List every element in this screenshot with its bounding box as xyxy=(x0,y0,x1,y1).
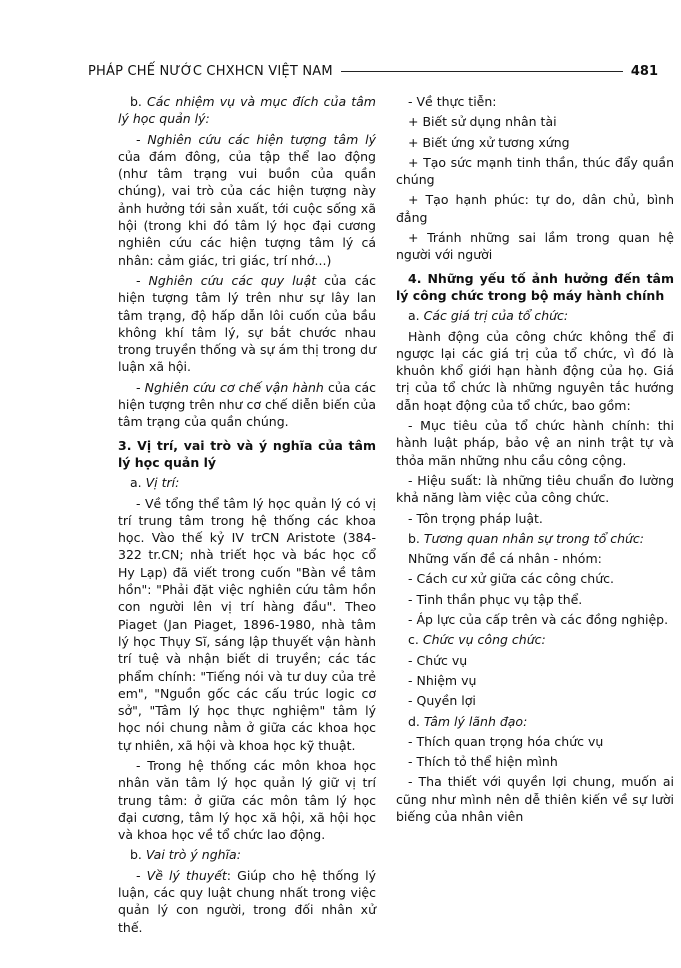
paragraph: Những vấn đề cá nhân - nhóm: xyxy=(408,551,602,567)
paragraph: - Nghiên cứu cơ chế vận hành của các hiện tượng trên như cơ chế diễn biến của tâm trạng của quần chúng. xyxy=(118,379,377,430)
list-item: - Cách cư xử giữa các công chức. xyxy=(408,571,614,587)
list-item: - Quyền lợi xyxy=(408,693,476,709)
subheading-a: a. Các giá trị của tổ chức: xyxy=(408,308,569,324)
subheading-b: b. Vai trò ý nghĩa: xyxy=(130,847,241,863)
list-item: + Tạo sức mạnh tinh thần, thúc đẩy quần chúng xyxy=(396,154,674,188)
running-title: PHÁP CHẾ NƯỚC CHXHCN VIỆT NAM xyxy=(88,63,333,79)
list-item: + Tránh những sai lầm trong quan hệ người với người xyxy=(396,230,674,263)
list-item: - Nhiệm vụ xyxy=(408,672,477,688)
paragraph: - Về lý thuyết: Giúp cho hệ thống lý luận, các quy luật chung nhất trong việc quản lý con người, trong đối nhân xử thế. xyxy=(118,867,376,935)
list-item: + Tạo hạnh phúc: tự do, dân chủ, bình đẳng xyxy=(396,192,674,225)
section-heading-3: 3. Vị trí, vai trò và ý nghĩa của tâm lý học quản lý xyxy=(118,437,376,470)
paragraph: - Nghiên cứu các quy luật của các hiện tượng tâm lý trên như sự lây lan tâm trạng, độ hấp dẫn lôi cuốn của bầu không khí tâm lý, sự bắt chước nhau trong truyền thống và sự ám thị trong dư luận xã hội. xyxy=(118,272,376,375)
subheading-c: c. Chức vụ công chức: xyxy=(408,632,546,648)
list-item: + Biết sử dụng nhân tài xyxy=(408,114,557,130)
list-item: - Hiệu suất: là những tiêu chuẩn đo lường khả năng làm việc của công chức. xyxy=(396,472,674,506)
list-item: - Thích quan trọng hóa chức vụ xyxy=(408,733,604,749)
paragraph: - Nghiên cứu các hiện tượng tâm lý của đám đông, của tập thể lao động (như tâm trạng vui buồn của quần chúng), vai trò của các hiện tượng này ảnh hưởng tới sản xuất, tới cuộc sống xã hội (trong khi đó tâm lý học đại cương nghiên cứu các hiện tượng tâm lý cá nhân: cảm giác, tri giác, trí nhớ...) xyxy=(118,131,376,268)
subheading-d: d. Tâm lý lãnh đạo: xyxy=(408,713,528,729)
paragraph: - Về tổng thể tâm lý học quản lý có vị trí trung tâm trong hệ thống các khoa học. Vào thế kỷ IV trCN Aristote (384-322 tr.CN; nhà triết học và bác học cổ Hy Lạp) đã viết trong cuốn "Bàn về tâm hồn": "Phải đặt việc nghiên cứu tâm hồn con người lên vị trí hàng đầu". Theo Piaget (Jan Piaget, 1896-1980, nhà tâm lý học Thụy Sĩ, sáng lập thuyết vận hành trí tuệ và nhận biết di truyền; các tác phẩm chính: "Tiếng nói và tư duy của trẻ em", "Nguồn gốc các cấu trúc logic cơ sở", "Tâm lý học thực nghiệm" tâm lý học nói chung nằm ở giữa các khoa học tự nhiên, xã hội và khoa học kỹ thuật. xyxy=(118,495,376,753)
page-number: 481 xyxy=(630,63,658,79)
header-rule xyxy=(341,71,623,72)
list-item: - Về thực tiễn: xyxy=(408,94,497,109)
running-header xyxy=(88,60,658,82)
list-item: - Tinh thần phục vụ tập thể. xyxy=(408,591,583,607)
list-item: - Chức vụ xyxy=(408,652,468,668)
subheading-b: b. Tương quan nhân sự trong tổ chức: xyxy=(408,530,645,546)
list-item: - Mục tiêu của tổ chức hành chính: thi hành luật pháp, bảo vệ an ninh trật tự và thỏa mãn những nhu cầu công cộng. xyxy=(396,418,674,468)
paragraph: - Trong hệ thống các môn khoa học nhân văn tâm lý học quản lý giữ vị trí trung tâm: ở giữa các môn tâm lý học đại cương, tâm lý học xã hội, xã hội học và khoa học về tổ chức lao động. xyxy=(118,757,376,843)
section-heading-4: 4. Những yếu tố ảnh hưởng đến tâm lý công chức trong bộ máy hành chính xyxy=(396,270,674,303)
right-column xyxy=(396,93,674,828)
list-item: - Áp lực của cấp trên và các đồng nghiệp. xyxy=(408,612,669,628)
section-b-tasks: b. Các nhiệm vụ và mục đích của tâm lý học quản lý: xyxy=(118,94,376,127)
list-item: - Tha thiết với quyền lợi chung, muốn ai cũng như mình nên dễ thiên kiến về sự lười biếng của nhân viên xyxy=(396,774,674,824)
list-item: - Thích tỏ thể hiện mình xyxy=(408,754,558,770)
list-item: - Tôn trọng pháp luật. xyxy=(408,510,543,526)
left-column xyxy=(118,93,376,939)
list-item: + Biết ứng xử tương xứng xyxy=(408,134,570,150)
paragraph: Hành động của công chức không thể đi ngược lại các giá trị của tổ chức, vì đó là khuôn khổ giới hạn hành động của họ. Giá trị của tổ chức là những nguyên tắc hướng dẫn hoạt động của tổ chức, bao gồm: xyxy=(396,328,674,413)
subheading-a: a. Vị trí: xyxy=(130,475,180,491)
